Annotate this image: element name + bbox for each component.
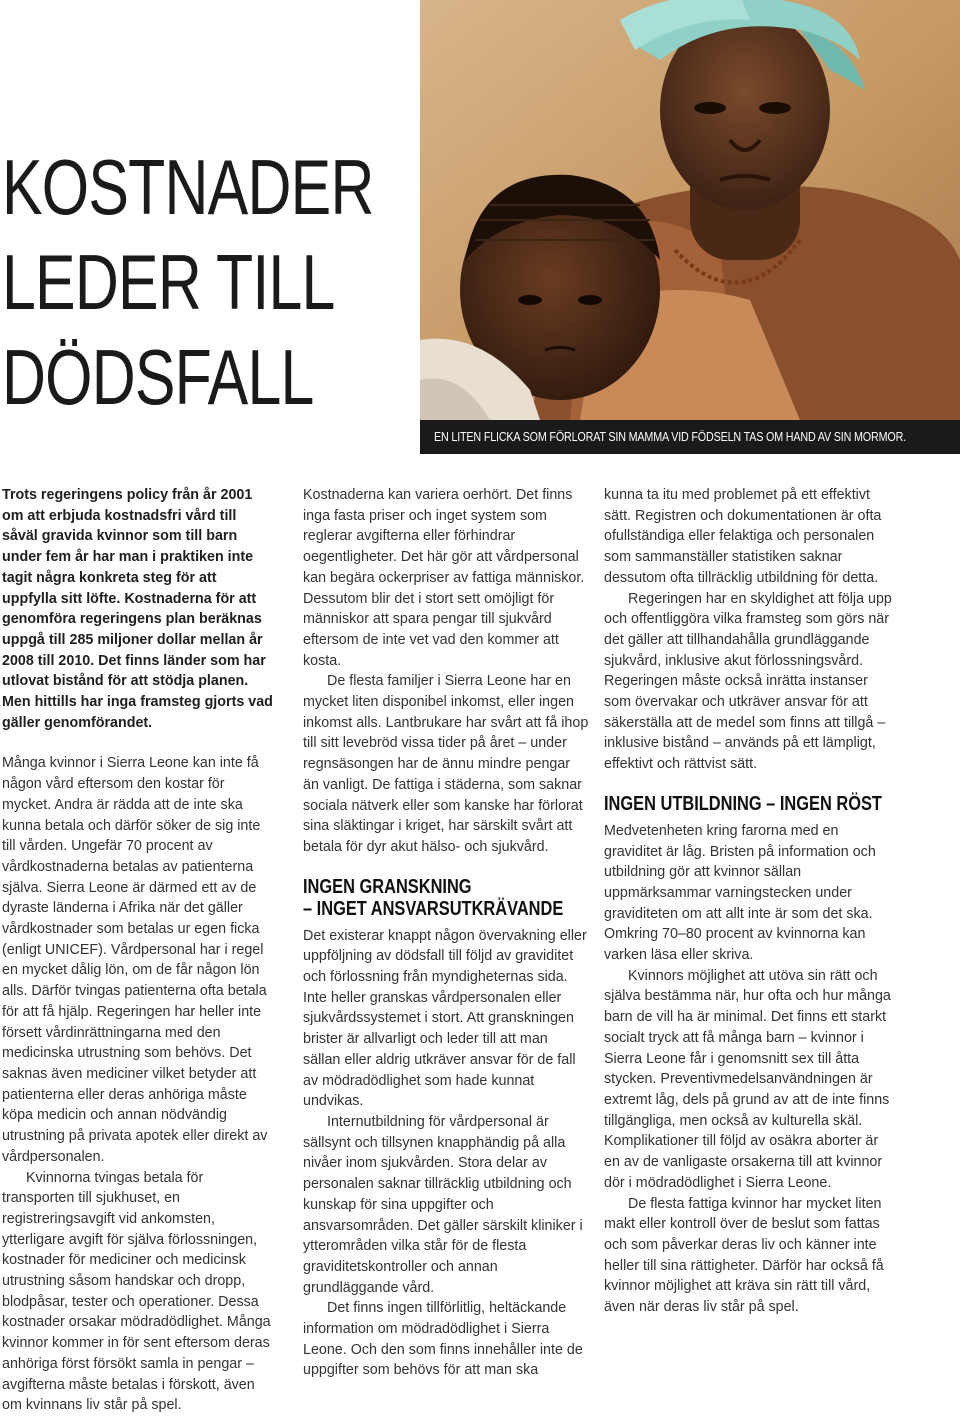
body-paragraph: kunna ta itu med problemet på ett effektivt sätt. Registren och dokumentationen är ofta ofullständiga eller felaktiga och personalen som sammanställer statistiken saknar dessutom ofta tillräcklig utbildning för detta.: [604, 487, 882, 586]
headline-line-2: LEDER TILL: [2, 238, 335, 326]
subheading-ingen-utbildning: INGEN UTBILDNING – INGEN RÖST: [604, 792, 882, 815]
headline: [2, 140, 374, 425]
body-paragraph: De flesta fattiga kvinnor har mycket liten makt eller kontroll över de beslut som fattas och som påverkar deras liv och känner inte heller till sina rättigheter. Därför har också få kvinnor möjlighet att kräva sin rätt till vård, även när deras liv står på spel.: [604, 1195, 884, 1316]
photo-grandmother-and-child: [420, 0, 960, 420]
body-paragraph: De flesta familjer i Sierra Leone har en mycket liten disponibel inkomst, eller ingen inkomst alls. Lantbrukare har svårt att få ihop till sitt levebröd vissa tider på året – under regnsäsongen har de ännu mindre pengar än vanligt. De fattiga i städerna, som saknar sociala nätverk eller som kanske har förlorat sina släktingar i kriget, har särskilt svårt att betala för dyr akut hälso- och sjukvård.: [303, 673, 589, 855]
body-paragraph: Regeringen har en skyldighet att följa upp och offentliggöra vilka framsteg som görs när det gäller att tillhandahålla grundläggande sjukvård, inklusive akut förlossningsvård. Regeringen måste också inrätta instanser som övervakar och utkräver ansvar för att säkerställa att de medel som finns att tillgå – inklusive bistånd – används på ett lämpligt, effektivt och rättvist sätt.: [604, 590, 892, 773]
headline-line-1: KOSTNADER: [2, 143, 374, 231]
headline-line-3: DÖDSFALL: [2, 333, 314, 421]
body-paragraph: Kvinnors möjlighet att utöva sin rätt och själva bestämma när, hur ofta och hur många barn de vill ha är minimal. Det finns ett starkt socialt tryck att få många barn – kvinnor i Sierra Leone får i genomsnitt sex till åtta stycken. Preventivmedelsanvändningen är extremt låg, dels på grund av att de inte finns tillgängliga, men också av kulturella skäl. Komplikationer till följd av osäkra aborter är en av de vanligaste orsakerna till att kvinnor dör i mödradödlighet i Sierra Leone.: [604, 967, 891, 1191]
body-paragraph: Kvinnorna tvingas betala för transporten till sjukhuset, en registreringsavgift vid ankomsten, ytterligare avgift för själva förlossningen, kostnader för mediciner och medicinsk utrustning såsom handskar och dropp, blodpåsar, tester och operationer. Dessa kostnader orsakar mödradödlighet. Många kvinnor kommer in för sent eftersom deras anhöriga först försökt samla in pengar – avgifterna måste betalas i förskott, även om kvinnans liv står på spel.: [2, 1169, 271, 1414]
subheading-line-2: – INGET ANSVARSUTKRÄVANDE: [303, 897, 564, 920]
article-column-3: [604, 485, 894, 1318]
body-paragraph: Det finns ingen tillförlitlig, heltäckande information om mödradödlighet i Sierra Leone. Och den som finns innehåller inte de uppgifter som behövs för att man ska: [303, 1300, 583, 1379]
subheading-line-1: INGEN GRANSKNING: [303, 875, 472, 898]
article-column-2: [303, 485, 589, 1381]
article-column-1: [2, 485, 274, 1416]
subheading-ingen-granskning: [303, 875, 564, 920]
body-paragraph: Internutbildning för vårdpersonal är sällsynt och tillsynen knapphändig på alla nivåer inom sjukvården. Stora delar av personalen saknar tillräcklig utbildning och kunskap för sina uppgifter och ansvarsområden. Det gäller särskilt kliniker i ytterområden vilka står för de flesta graviditetskontroller och annan grundläggande vård.: [303, 1113, 583, 1296]
photo-caption-text: EN LITEN FLICKA SOM FÖRLORAT SIN MAMMA VID FÖDSELN TAS OM HAND AV SIN MORMOR.: [434, 430, 906, 444]
body-paragraph: Det existerar knappt någon övervakning eller uppföljning av dödsfall till följd av graviditet och förlossning från myndigheternas sida. Inte heller granskas vårdpersonalen eller sjukvårdssystemet i stort. Att granskningen brister är allvarligt och leder till att man sällan eller aldrig utkräver ansvar för de fall av mödradödlighet som hade kunnat undvikas.: [303, 927, 587, 1110]
lead-paragraph: Trots regeringens policy från år 2001 om att erbjuda kostnadsfri vård till såväl gravida kvinnor som till barn under fem år har man i praktiken inte tagit några konkreta steg för att uppfylla sitt löfte. Kostnaderna för att genomföra regeringens plan beräknas uppgå till 285 miljoner dollar mellan år 2008 till 2010. Det finns länder som har utlovat bistånd för att stödja planen. Men hittills har inga framsteg gjorts vad gäller genomförandet.: [2, 487, 273, 731]
body-paragraph: Medvetenheten kring farorna med en graviditet är låg. Bristen på information och utbildning gör att kvinnor sällan uppmärksammar varningstecken under graviditeten om att allt inte är som det ska. Omkring 70–80 procent av kvinnorna kan varken läsa eller skriva.: [604, 822, 876, 964]
photo-caption: [420, 420, 960, 454]
body-paragraph: Kostnaderna kan variera oerhört. Det finns inga fasta priser och inget system som reglerar avgifterna eller förhindrar oegentligheter. Det här gör att vårdpersonal kan begära ockerpriser av fattiga människor. Dessutom blir det i stort sett omöjligt för människor att spara pengar till sjukvård eftersom de inte vet vad den kommer att kosta.: [303, 487, 585, 669]
body-paragraph: Många kvinnor i Sierra Leone kan inte få någon vård eftersom den kostar för mycket. Andra är rädda att de inte ska kunna betala och därför söker de sig inte till vården. Ungefär 70 procent av vårdkostnaderna betalas av patienterna själva. Sierra Leone är därmed ett av de dyraste länderna i Afrika när det gäller vårdkostnader som betalas ur egen ficka (enligt UNICEF). Vårdpersonal har i regel en mycket dålig lön, om de får någon lön alls. Därför tvingas patienterna ofta betala för att få hjälp. Regeringen har heller inte försett vårdinrättningarna med den medicinska utrustning som behövs. Det saknas även mediciner vilket betyder att patienterna eller deras anhöriga måste köpa medicin och annan nödvändig utrustning på privata apotek eller direkt av vårdpersonalen.: [2, 755, 268, 1165]
